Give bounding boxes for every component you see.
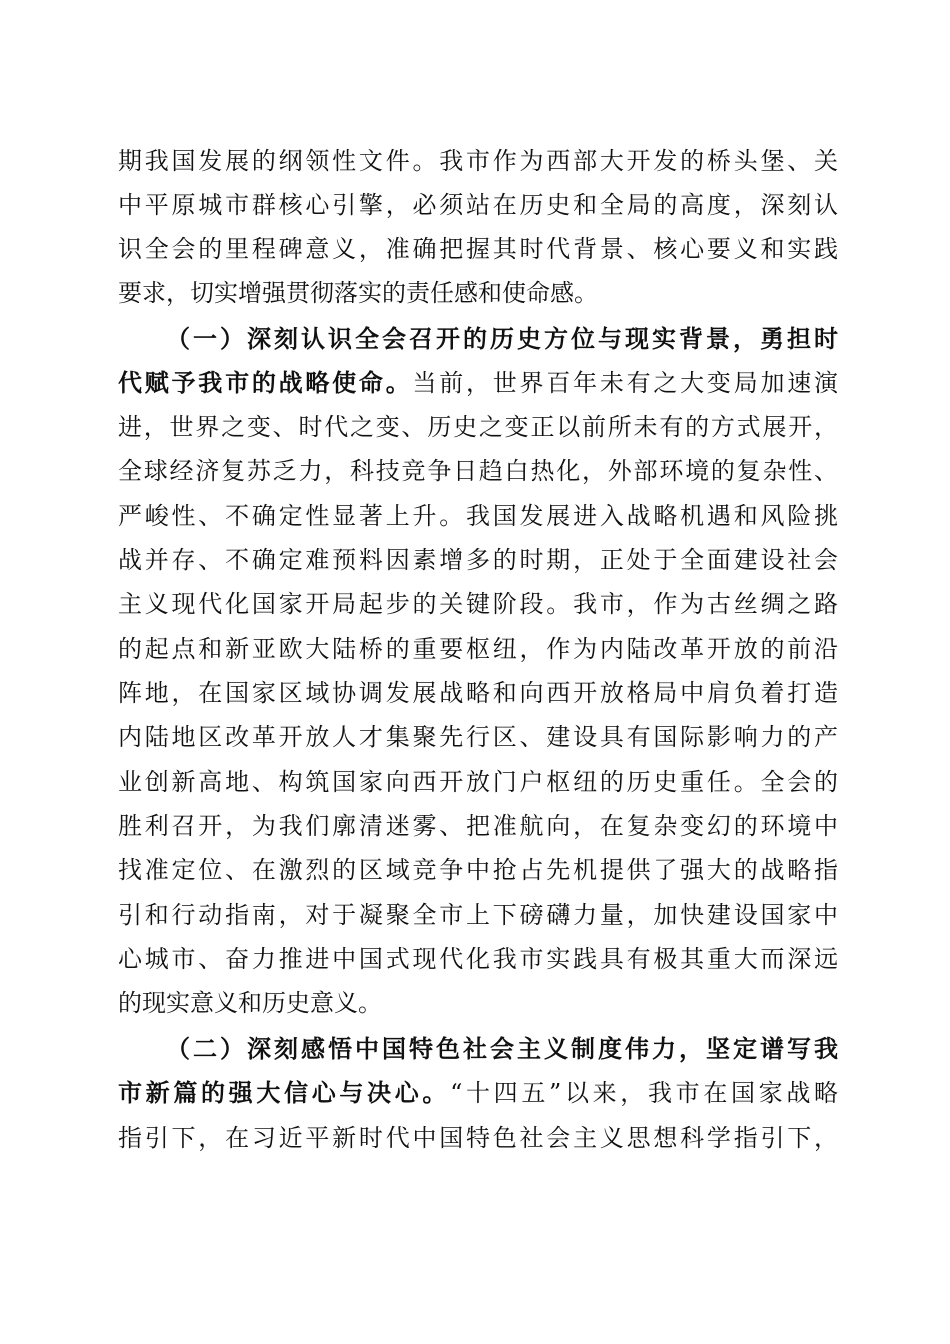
section2-heading-tail: 市新篇的强大信心与决心。 (118, 1078, 451, 1107)
section1-body-line: 的现实意义和历史意义。 (118, 989, 382, 1017)
section1-body-line: 引和行动指南，对于凝聚全市上下磅礴力量，加快建设国家中 (118, 901, 838, 929)
section2-heading-line2 (118, 1071, 838, 1115)
section1-body-line: 严峻性、不确定性显著上升。我国发展进入战略机遇和风险挑 (118, 502, 838, 530)
section1-heading-line2 (118, 361, 838, 405)
section2-body-line: 指引下，在习近平新时代中国特色社会主义思想科学指引下， (118, 1124, 838, 1152)
section1-heading-tail: 代赋予我市的战略使命。 (118, 368, 413, 397)
section1-body-line: 阵地，在国家区域协调发展战略和向西开放格局中肩负着打造 (118, 679, 838, 707)
section1-body-line: 的起点和新亚欧大陆桥的重要枢纽，作为内陆改革开放的前沿 (118, 635, 838, 663)
section1-body-line: 找准定位、在激烈的区域竞争中抢占先机提供了强大的战略指 (118, 856, 838, 884)
intro-line: 中平原城市群核心引擎，必须站在历史和全局的高度，深刻认 (118, 191, 838, 219)
section1-body-line: 全球经济复苏乏力，科技竞争日趋白热化，外部环境的复杂性、 (118, 457, 838, 485)
section1-body-line: 战并存、不确定难预料因素增多的时期，正处于全面建设社会 (118, 546, 838, 574)
section1-body-line: 内陆地区改革开放人才集聚先行区、建设具有国际影响力的产 (118, 723, 838, 751)
intro-line: 期我国发展的纲领性文件。我市作为西部大开发的桥头堡、关 (118, 147, 838, 175)
section1-body-line: 进，世界之变、时代之变、历史之变正以前所未有的方式展开， (118, 413, 838, 441)
section2-heading: （二）深刻感悟中国特色社会主义制度伟力，坚定谱写我 (166, 1034, 838, 1063)
section1-body-line: 业创新高地、构筑国家向西开放门户枢纽的历史重任。全会的 (118, 768, 838, 796)
section1-body-line: 主义现代化国家开局起步的关键阶段。我市，作为古丝绸之路 (118, 590, 838, 618)
intro-line: 识全会的里程碑意义，准确把握其时代背景、核心要义和实践 (118, 235, 838, 263)
section1-body-start: 当前，世界百年未有之大变局加速演 (412, 369, 839, 397)
section1-body-line: 胜利召开，为我们廓清迷雾、把准航向，在复杂变幻的环境中 (118, 812, 838, 840)
section1-body-line: 心城市、奋力推进中国式现代化我市实践具有极其重大而深远 (118, 945, 838, 973)
intro-line: 要求，切实增强贯彻落实的责任感和使命感。 (118, 279, 598, 307)
section2-body-start: “十四五”以来，我市在国家战略 (450, 1079, 838, 1107)
section1-heading: （一）深刻认识全会召开的历史方位与现实背景，勇担时 (166, 324, 838, 353)
